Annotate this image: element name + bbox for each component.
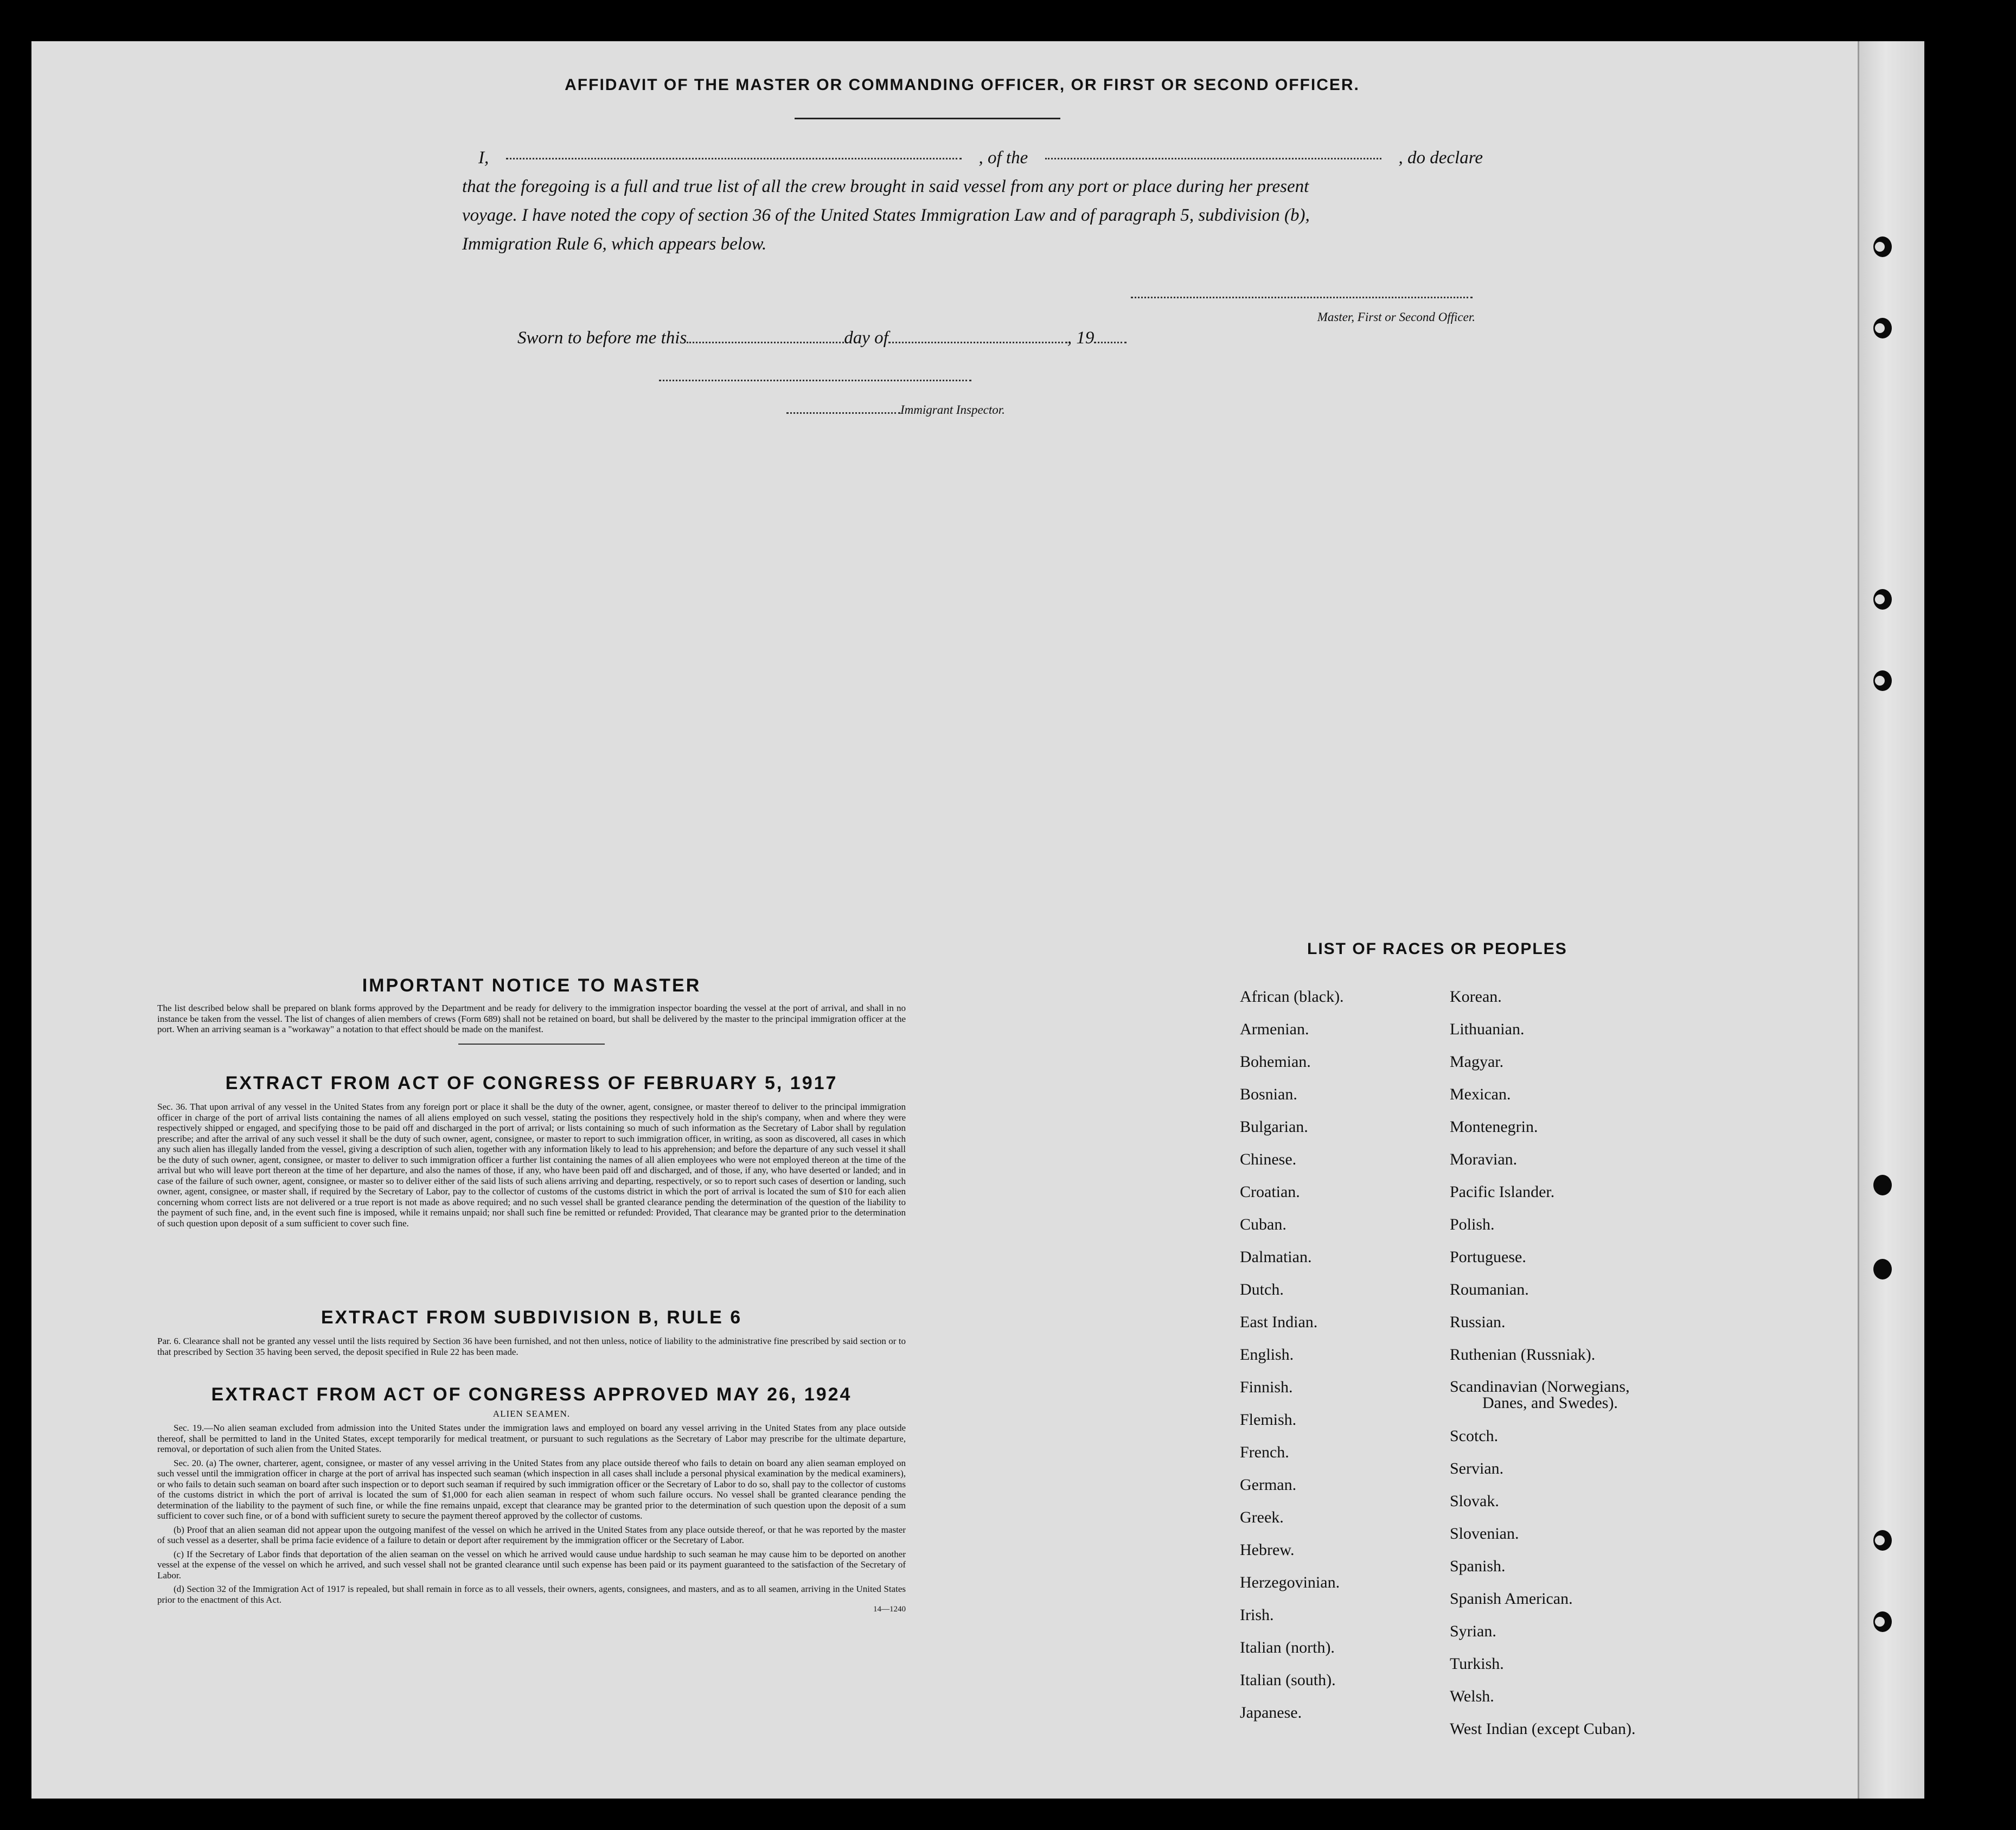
race-item: Hebrew. xyxy=(1240,1541,1295,1559)
divider xyxy=(458,1044,605,1045)
race-item: Greek. xyxy=(1240,1508,1284,1526)
punch-hole xyxy=(1873,1530,1892,1551)
race-item: Croatian. xyxy=(1240,1183,1300,1201)
race-item: African (black). xyxy=(1240,988,1344,1006)
races-title: LIST OF RACES OR PEOPLES xyxy=(1307,940,1567,958)
race-item: Polish. xyxy=(1450,1215,1495,1233)
punch-hole xyxy=(1873,236,1892,257)
race-item: Italian (south). xyxy=(1240,1671,1336,1689)
race-item: Syrian. xyxy=(1450,1622,1496,1640)
affidavit-i: I, xyxy=(478,148,489,168)
punch-hole xyxy=(1873,589,1892,610)
extract-1917-body: Sec. 36. That upon arrival of any vessel in the United States from any foreign port or place it shall be the duty of the owner, agent, consignee, or master thereof to deliver to the principal immigration officer in charge of the port of arrival lists containing the names of all aliens employed on such vessel, stating the positions they respectively hold in the ship's company, when and where they were respectively shipped or engaged, and specifying those to be paid off and discharged in the port of arrival; or lists containing so much of such information as the Secretary of Labor shall by regulation prescribe; and after the arrival of any such vessel it shall be the duty of such owner, agent, consignee, or master to report to such immigration officer, in writing, as soon as discovered, all cases in which any such alien has illegally landed from the vessel, giving a description of such alien, together with any information likely to lead to his apprehension; and before the departure of any such vessel it shall be the duty of such owner, agent, consignee, or master to deliver to such immigration officer a further list containing the names of all alien employees who were not employed thereon at the time of the arrival but who will leave port thereon at the time of her departure, and also the names of those, if any, who have been paid off and discharged, and of those, if any, who have deserted or landed; and in case of the failure of such owner, agent, consignee, or master so to deliver either of the said lists of such aliens arriving and departing, respectively, or so to report such cases of desertion or landing, such owner, agent, consignee, or master shall, if required by the Secretary of Labor, pay to the collector of customs of the customs district in which the port of arrival is located the sum of $10 for each alien concerning whom correct lists are not delivered or a true report is not made as above required; and no such vessel shall be granted clearance pending the determination of the question of the liability to the payment of such fine, and, in the event such fine is imposed, while it remains unpaid; nor shall such fine be remitted or refunded: Provided, That clearance may be granted prior to the determination of such question upon deposit of a sum sufficient to cover such fine. xyxy=(157,1102,906,1228)
race-item: Russian. xyxy=(1450,1313,1506,1331)
race-item: Bosnian. xyxy=(1240,1085,1297,1103)
race-item: Bulgarian. xyxy=(1240,1118,1308,1136)
race-item: French. xyxy=(1240,1443,1289,1461)
year-prefix: , 19 xyxy=(1067,328,1095,348)
race-item: Finnish. xyxy=(1240,1378,1293,1396)
extract-1917-section xyxy=(157,1073,906,1228)
affidavit-divider xyxy=(795,118,1060,119)
affidavit-do-declare: , do declare xyxy=(1398,148,1483,168)
affidavit-of-the: , of the xyxy=(978,148,1028,168)
extract-1924-subtitle: ALIEN SEAMEN. xyxy=(492,1409,571,1419)
signature-caption: Master, First or Second Officer. xyxy=(1317,310,1475,324)
important-notice-section xyxy=(157,975,906,1045)
race-item: Moravian. xyxy=(1450,1150,1518,1168)
extract-1924-sec20d: (d) Section 32 of the Immigration Act of 1917 is repealed, but shall remain in force as to all vessels, their owners, agents, consignees, and masters, and as to all seamen, arriving in the United States prior to the enactment of this Act. xyxy=(157,1584,906,1605)
race-item: Ruthenian (Russniak). xyxy=(1450,1346,1596,1364)
extract-1924-sec20a: Sec. 20. (a) The owner, charterer, agent, consignee, or master of any vessel arriving in the United States from any place outside thereof who fails to detain on board any alien seaman employed on such vessel until the immigration officer in charge at the port of arrival has inspected such seaman (which inspection in all cases shall include a personal physical examination by the medical examiners), or who fails to detain such seaman on board after such inspection or to deport such seaman if required by such immigration officer or the Secretary of Labor to do so, shall pay to the collector of customs of the customs district in which the port of arrival is located the sum of $1,000 for each alien seaman in respect of whom such failure occurs. No vessel shall be granted clearance pending the determination of the liability to the payment of such fine, or while the fine remains unpaid, except that clearance may be granted prior to the determination of such question upon the deposit of a sum sufficient to cover such fine, or of a bond with sufficient surety to secure the payment thereof approved by the collector of customs. xyxy=(157,1457,906,1521)
inspector-caption-text: Immigrant Inspector. xyxy=(900,403,1005,417)
affidavit-title: AFFIDAVIT OF THE MASTER OR COMMANDING OFFICER, OR FIRST OR SECOND OFFICER. xyxy=(565,76,1360,94)
affidavit-line-2: that the foregoing is a full and true list of all the crew brought in said vessel from any port or place during her present xyxy=(462,177,1309,196)
sworn-line xyxy=(517,328,1127,348)
punch-hole xyxy=(1873,318,1892,338)
race-item: Spanish American. xyxy=(1450,1590,1573,1608)
inspector-signature-blank[interactable] xyxy=(659,380,971,381)
affidavit-body xyxy=(462,144,1483,259)
inspector-name-blank[interactable] xyxy=(786,404,900,414)
race-item: Herzegovinian. xyxy=(1240,1573,1340,1591)
race-item: Montenegrin. xyxy=(1450,1118,1538,1136)
race-item: Chinese. xyxy=(1240,1150,1297,1168)
race-item: Dalmatian. xyxy=(1240,1248,1312,1266)
extract-1924-sec20c: (c) If the Secretary of Labor finds that deportation of the alien seaman on the vessel on which he arrived would cause undue hardship to such seaman he may cause him to be deported on another vessel at the expense of the vessel on which he arrived, and such vessel shall not be granted clearance until such expense has been paid or its payment guaranteed to the satisfaction of the Secretary of Labor. xyxy=(157,1549,906,1581)
notice-body: The list described below shall be prepared on blank forms approved by the Department and be ready for delivery to the immigration inspector boarding the vessel at the port of arrival, and shall in no instance be taken from the vessel. The list of changes of alien members of crews (Form 689) shall not be retained on board, but shall be delivered by the master to the principal immigration officer at the port. When an arriving seaman is a "workaway" a notation to that effect should be made on the manifest. xyxy=(157,1003,906,1034)
race-item: Scandinavian (Norwegians, xyxy=(1450,1378,1630,1396)
races-column-2 xyxy=(1450,981,1635,1745)
day-of-text: day of xyxy=(844,328,888,348)
affidavit-line-4: Immigration Rule 6, which appears below. xyxy=(462,234,767,254)
race-item: Irish. xyxy=(1240,1606,1274,1624)
year-blank[interactable] xyxy=(1094,328,1127,343)
extract-1924-sec20b: (b) Proof that an alien seaman did not appear upon the outgoing manifest of the vessel on which he arrived in the United States from any place outside thereof, or that he was reported by the master of such vessel as a deserter, shall be prima facie evidence of a failure to detain or deport after requirement by the immigration officer or the Secretary of Labor. xyxy=(157,1524,906,1545)
affidavit-line-3: voyage. I have noted the copy of section 36 of the United States Immigration Law and of paragraph 5, subdivision (b), xyxy=(462,206,1310,225)
punch-hole xyxy=(1873,670,1892,691)
name-blank[interactable] xyxy=(506,144,962,159)
form-number: 14—1240 xyxy=(873,1605,906,1614)
race-item: Cuban. xyxy=(1240,1215,1287,1233)
notice-title: IMPORTANT NOTICE TO MASTER xyxy=(362,975,701,996)
race-item: Pacific Islander. xyxy=(1450,1183,1555,1201)
extract-1924-section xyxy=(157,1384,906,1614)
race-item: Armenian. xyxy=(1240,1020,1309,1038)
race-item: Bohemian. xyxy=(1240,1053,1311,1071)
race-item: Spanish. xyxy=(1450,1557,1506,1575)
page-edge-strip xyxy=(1858,41,1924,1799)
race-item: Lithuanian. xyxy=(1450,1020,1525,1038)
affidavit-line-1 xyxy=(462,144,1483,172)
signature-blank[interactable] xyxy=(1131,297,1473,298)
race-item: West Indian (except Cuban). xyxy=(1450,1720,1636,1738)
race-item: Flemish. xyxy=(1240,1411,1297,1429)
race-item: Slovenian. xyxy=(1450,1525,1519,1543)
race-item: Italian (north). xyxy=(1240,1639,1335,1656)
month-blank[interactable] xyxy=(888,328,1067,343)
race-item: Mexican. xyxy=(1450,1085,1511,1103)
race-item: Portuguese. xyxy=(1450,1248,1526,1266)
race-item: East Indian. xyxy=(1240,1313,1318,1331)
race-item: Welsh. xyxy=(1450,1687,1494,1705)
extract-1917-title: EXTRACT FROM ACT OF CONGRESS OF FEBRUARY 5, 1917 xyxy=(225,1073,838,1093)
race-item: Magyar. xyxy=(1450,1053,1504,1071)
punch-hole xyxy=(1873,1259,1892,1279)
extract-1924-title: EXTRACT FROM ACT OF CONGRESS APPROVED MAY 26, 1924 xyxy=(211,1384,852,1405)
vessel-blank[interactable] xyxy=(1045,144,1381,159)
race-item: Roumanian. xyxy=(1450,1281,1529,1298)
inspector-caption xyxy=(786,403,1005,417)
race-item: English. xyxy=(1240,1346,1294,1364)
extract-rule-6-title: EXTRACT FROM SUBDIVISION B, RULE 6 xyxy=(321,1307,743,1328)
race-item: Scotch. xyxy=(1450,1427,1499,1445)
race-item: Dutch. xyxy=(1240,1281,1284,1298)
sworn-text: Sworn to before me this xyxy=(517,328,687,348)
race-item: Servian. xyxy=(1450,1460,1504,1477)
race-item: Turkish. xyxy=(1450,1655,1504,1673)
day-blank[interactable] xyxy=(687,328,844,343)
punch-hole xyxy=(1873,1611,1892,1632)
races-column-1 xyxy=(1240,981,1344,1729)
race-item: Korean. xyxy=(1450,988,1502,1006)
extract-rule-6-body: Par. 6. Clearance shall not be granted any vessel until the lists required by Section 36 have been furnished, and not then unless, notice of liability to the administrative fine prescribed by said section or to that prescribed by Section 35 having been served, the deposit specified in Rule 22 has been made. xyxy=(157,1336,906,1357)
race-item: German. xyxy=(1240,1476,1297,1494)
race-item: Slovak. xyxy=(1450,1492,1499,1510)
punch-hole xyxy=(1873,1175,1892,1195)
race-item: Japanese. xyxy=(1240,1704,1302,1722)
extract-1924-sec19: Sec. 19.—No alien seaman excluded from admission into the United States under the immigration laws and employed on board any vessel arriving in the United States from any place outside thereof, shall be permitted to land in the United States, except temporarily for medical treatment, or pursuant to such regulations as the Secretary of Labor may prescribe for the ultimate departure, removal, or deportation of such alien from the United States. xyxy=(157,1423,906,1454)
extract-rule-6-section xyxy=(157,1307,906,1357)
race-item: Danes, and Swedes). xyxy=(1482,1394,1618,1412)
